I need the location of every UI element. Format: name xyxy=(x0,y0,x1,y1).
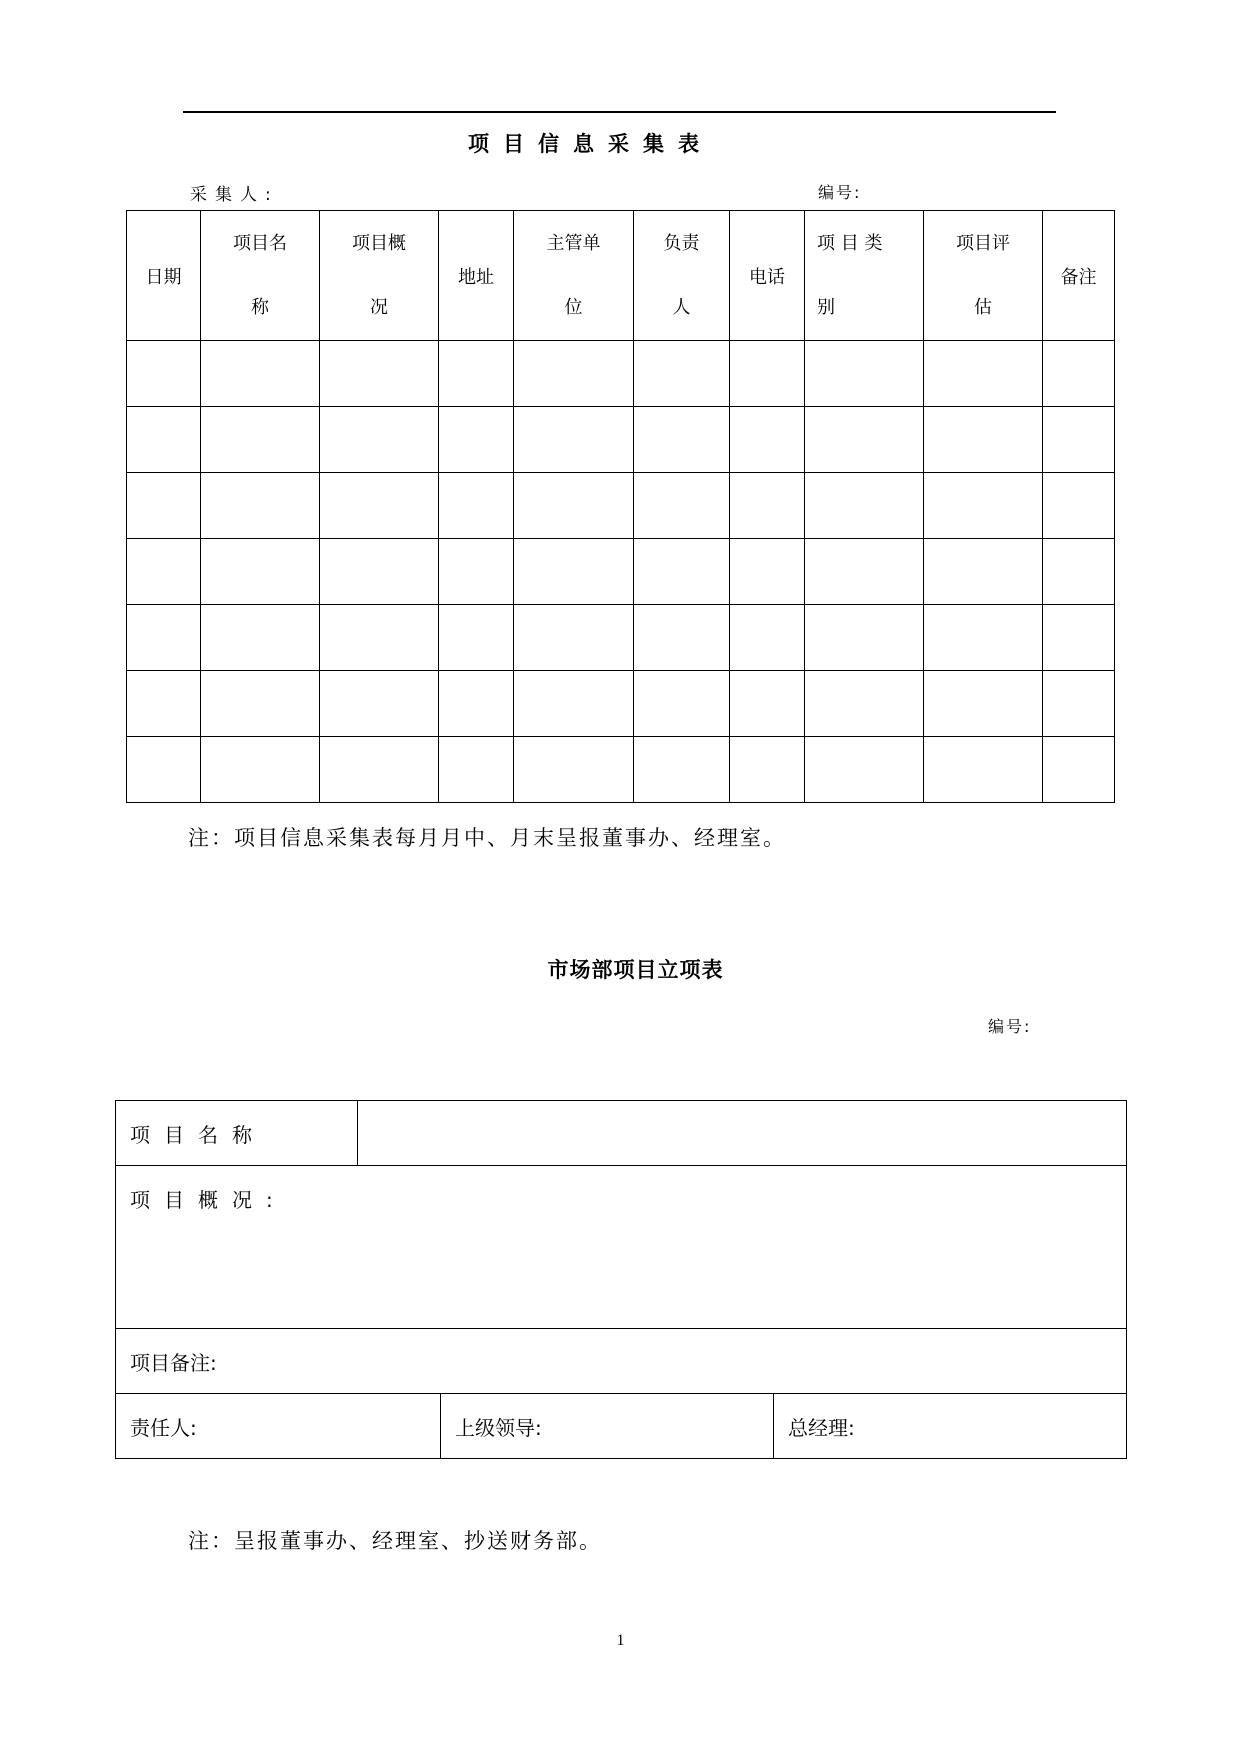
table-row xyxy=(127,407,1115,473)
form1-note: 注：项目信息采集表每月月中、月末呈报董事办、经理室。 xyxy=(188,826,786,850)
form2-serial-label: 编号: xyxy=(988,1017,1032,1036)
supervisor-field xyxy=(441,1394,774,1459)
project-name-label: 项目名称 xyxy=(116,1101,358,1166)
collector-label: 采集人: xyxy=(190,185,279,205)
project-approval-table xyxy=(115,1100,1127,1459)
responsible-label: 责任人: xyxy=(130,1415,197,1440)
table-row xyxy=(127,341,1115,407)
form2-note: 注：呈报董事办、经理室、抄送财务部。 xyxy=(188,1529,602,1553)
form1-title: 项目信息采集表 xyxy=(468,132,713,156)
project-remarks-label: 项目备注: xyxy=(130,1350,217,1375)
responsible-field xyxy=(116,1394,441,1459)
col-project-name: 项目名 称 xyxy=(201,211,320,341)
project-name-field xyxy=(358,1101,1127,1166)
col-address: 地址 xyxy=(439,211,514,341)
col-project-evaluation: 项目评 估 xyxy=(924,211,1043,341)
header-rule xyxy=(183,111,1056,113)
col-project-category: 项 目 类 别 xyxy=(805,211,924,341)
form2-title: 市场部项目立项表 xyxy=(547,958,724,982)
table-row xyxy=(127,539,1115,605)
table-header-row xyxy=(127,211,1115,341)
col-remarks: 备注 xyxy=(1043,211,1115,341)
table-row xyxy=(127,605,1115,671)
project-remarks-field xyxy=(116,1329,1127,1394)
page-number: 1 xyxy=(616,1632,625,1649)
form1-serial-label: 编号: xyxy=(818,183,862,202)
supervisor-label: 上级领导: xyxy=(455,1415,542,1440)
project-overview-field xyxy=(116,1166,1127,1329)
info-collection-table xyxy=(126,210,1115,803)
table-row xyxy=(127,671,1115,737)
col-phone: 电话 xyxy=(730,211,805,341)
col-person-in-charge: 负责 人 xyxy=(634,211,730,341)
general-manager-label: 总经理: xyxy=(788,1415,855,1440)
general-manager-field xyxy=(774,1394,1127,1459)
table-row xyxy=(127,473,1115,539)
col-supervising-unit: 主管单 位 xyxy=(514,211,634,341)
project-overview-label: 项目概况: xyxy=(130,1188,287,1212)
col-project-overview: 项目概 况 xyxy=(320,211,439,341)
table-row xyxy=(127,737,1115,803)
col-date: 日期 xyxy=(127,211,201,341)
